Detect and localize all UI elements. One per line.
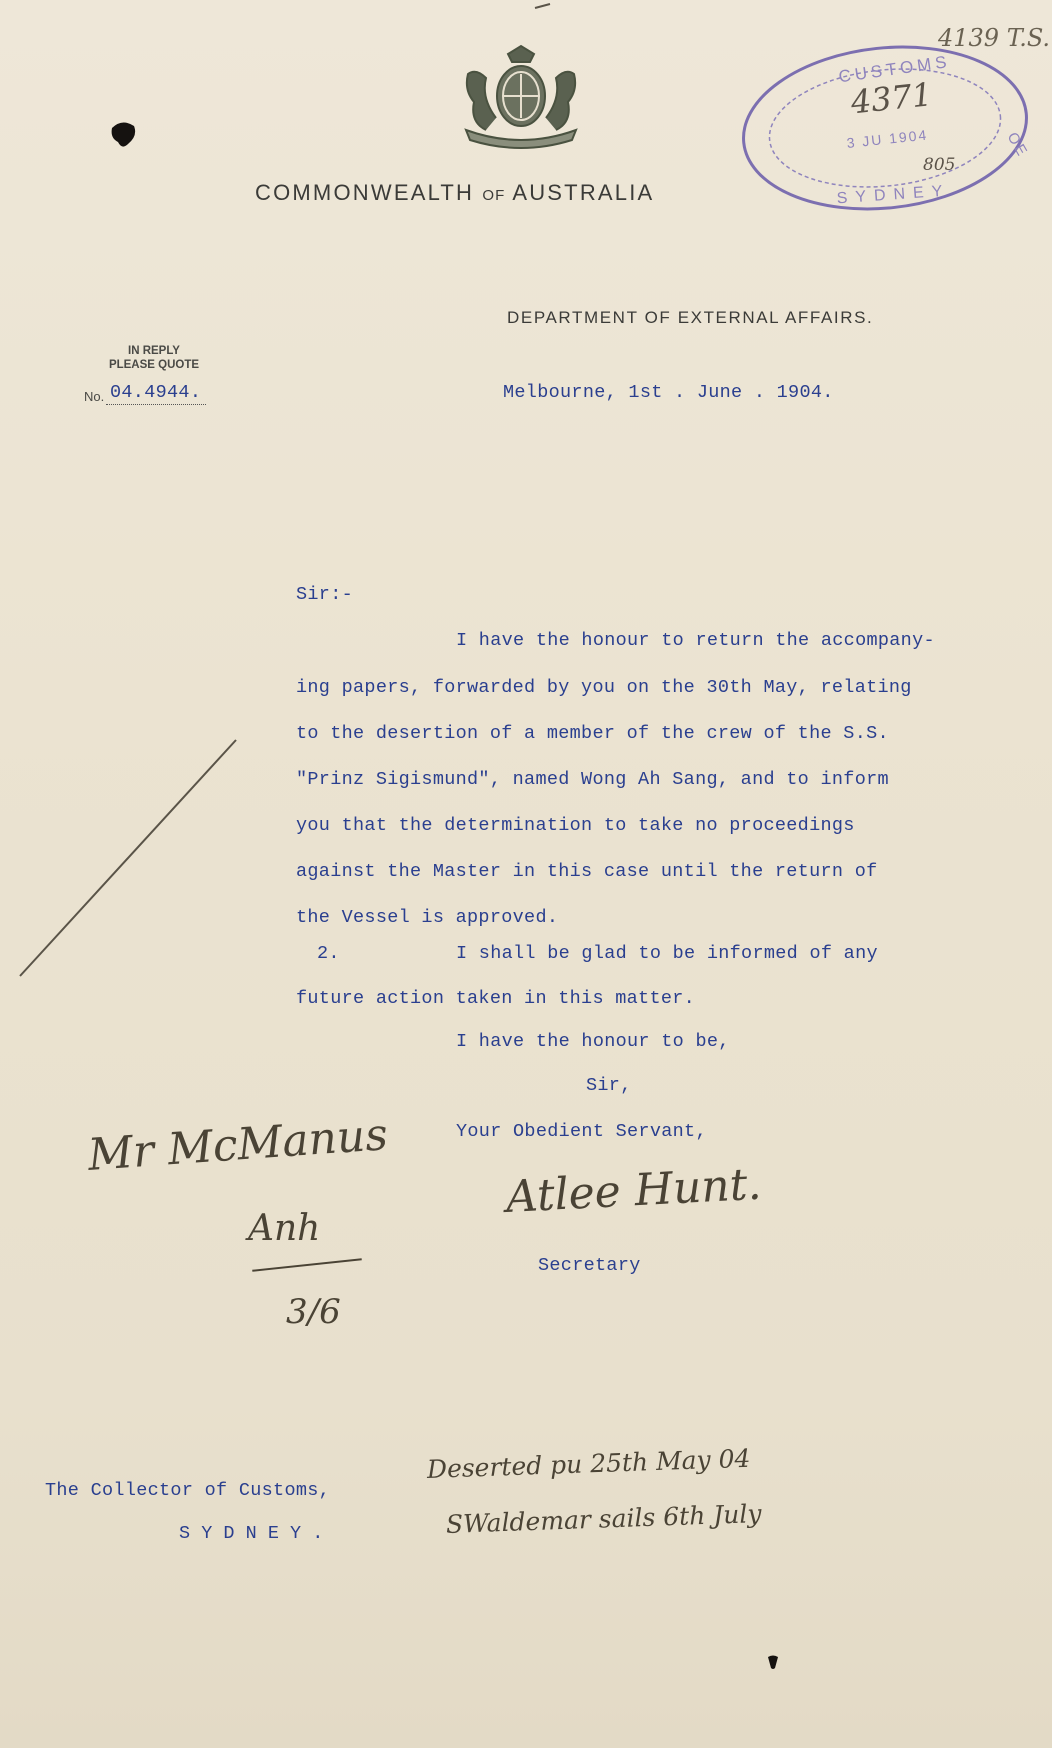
- body-line: future action taken in this matter.: [296, 988, 696, 1009]
- handwritten-note: SWaldemar sails 6th July: [445, 1498, 762, 1539]
- addressee-line: The Collector of Customs,: [45, 1480, 331, 1501]
- coat-of-arms-icon: [446, 38, 596, 150]
- body-line: against the Master in this case until the return of: [296, 861, 878, 882]
- handwritten-signature: Atlee Hunt.: [504, 1158, 763, 1223]
- letterhead-title: COMMONWEALTH OF AUSTRALIA: [255, 180, 655, 205]
- handwritten-name: Mr McManus: [86, 1109, 390, 1181]
- closing-line: Sir,: [586, 1075, 632, 1096]
- stamp-bottom-text: SYDNEY: [836, 182, 951, 208]
- top-right-reference: 4139 T.S.: [938, 24, 1051, 52]
- department-name: DEPARTMENT OF EXTERNAL AFFAIRS.: [507, 308, 874, 327]
- ink-blot: [108, 118, 138, 152]
- signature-title: Secretary: [538, 1255, 641, 1276]
- body-line: I have the honour to return the accompany-: [456, 630, 935, 651]
- stamp-side-text: OE: [1003, 129, 1032, 161]
- stamp-date: 3 JU 1904: [845, 126, 929, 151]
- addressee-line: S Y D N E Y .: [179, 1523, 324, 1544]
- body-line: you that the determination to take no proceedings: [296, 815, 855, 836]
- body-line: "Prinz Sigismund", named Wong Ah Sang, and to inform: [296, 769, 889, 790]
- stamp-sub-number: 805: [923, 155, 956, 175]
- stamp-number: 4371: [849, 75, 935, 122]
- customs-stamp: [737, 40, 1037, 216]
- reference-underline: [106, 404, 206, 405]
- initials-underline: [252, 1258, 362, 1271]
- ref-no-label: No.: [84, 389, 105, 404]
- letter-date: Melbourne, 1st . June . 1904.: [503, 382, 834, 403]
- handwritten-date: 3/6: [286, 1292, 341, 1332]
- body-line: to the desertion of a member of the crew of the S.S.: [296, 723, 889, 744]
- paragraph-number: 2.: [317, 943, 340, 964]
- reference-number: 04.4944.: [110, 382, 202, 403]
- body-line: ing papers, forwarded by you on the 30th May, relating: [296, 677, 912, 698]
- body-line: I shall be glad to be informed of any: [456, 943, 878, 964]
- reply-label: IN REPLY PLEASE QUOTE: [108, 345, 200, 371]
- body-line: the Vessel is approved.: [296, 907, 559, 928]
- handwritten-note: Deserted pu 25th May 04: [426, 1443, 751, 1484]
- stamp-top-text: CUSTOMS: [837, 51, 952, 87]
- closing-line: Your Obedient Servant,: [456, 1121, 707, 1142]
- handwritten-initials: Anh: [248, 1208, 321, 1249]
- ink-dot: [766, 1654, 780, 1670]
- closing-line: I have the honour to be,: [456, 1031, 730, 1052]
- salutation: Sir:-: [296, 584, 354, 605]
